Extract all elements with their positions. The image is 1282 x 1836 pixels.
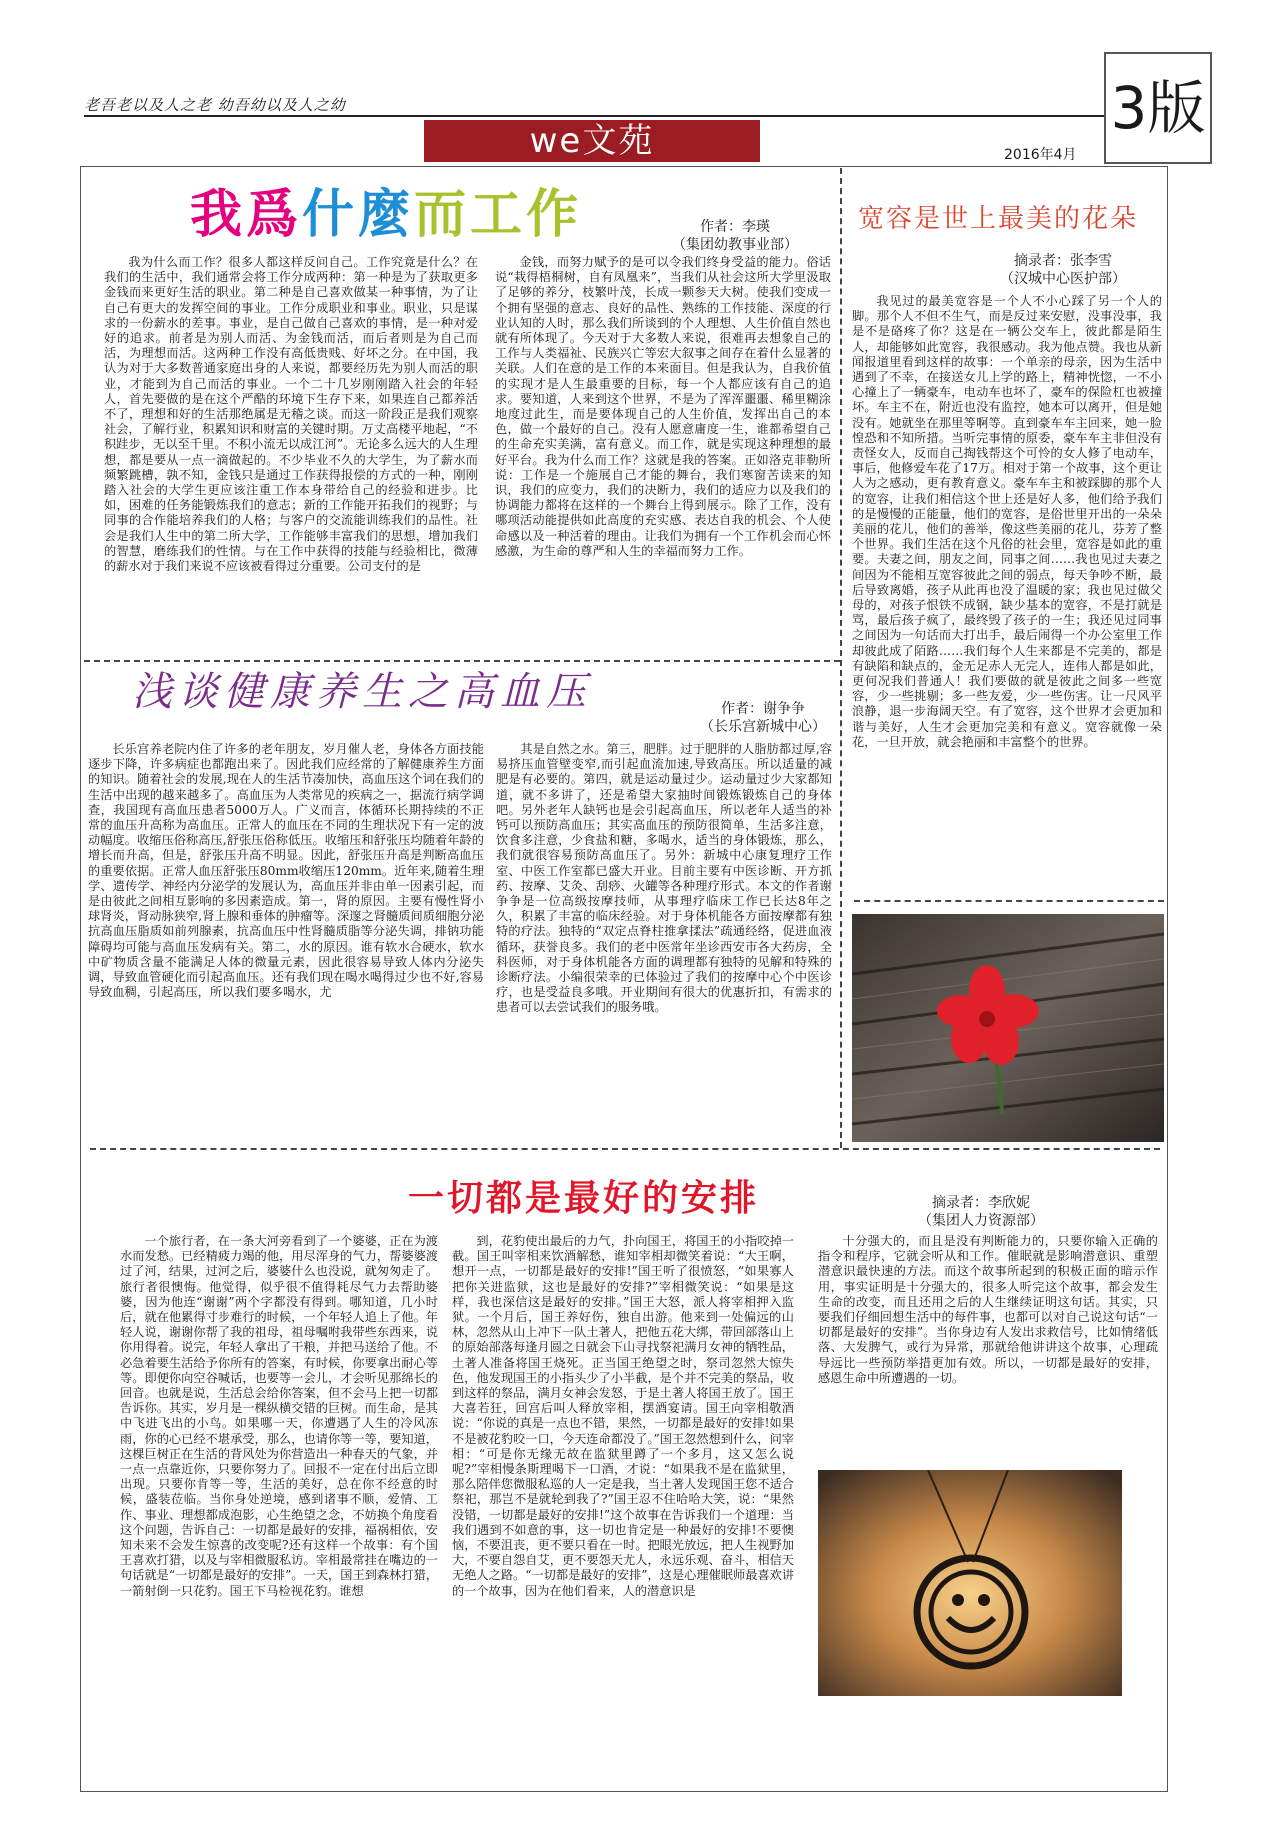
section-divider	[854, 900, 1164, 902]
article-byline	[918, 1194, 1044, 1230]
article-text: 长乐宫养老院内住了许多的老年朋友，岁月催人老，身体各方面技能逐步下降，许多病症也都跑出来了。因此我们应经常的了解健康养生方面的知识。随着社会的发展,现在人的生活节凑加快，高血压这个词在我们的生活中出现的越来越多了。高血压为人类常见的疾病之一，据流行病学调查，我国现有高血压患者5000万人。广义而言，体循环长期持续的不正常的血压升高称为高血压。正常人的血压在不同的生理状况下有一定的波动幅度。收缩压俗称高压,舒张压俗称低压。收缩压和舒张压均随着年龄的增长而升高，但是，舒张压升高不明显。因此，舒张压升高是判断高血压的重要依据。正常人血压舒张压80mm收缩压120mm。近年来,随着生理学、遗传学、神经内分泌学的发展认为，高血压并非由单一因素引起，而是由彼此之间相互影响的多因素造成。第一，肾的原因。主要有慢性肾小球肾炎，肾动脉狭窄,肾上腺和垂体的肿瘤等。深邃之肾髓质间质细胞分泌抗高血压脂质如前列腺素，抗高血压中性肾髓质脂等分泌失调，排钠功能障碍均可能与高血压发病有关。第二，水的原因。谁有软水合硬水，软水中矿物质含量不能满足人体的微量元素，因此很容易导致人体内分泌失调，导致血管硬化而引起高血压。还有我们现在喝水喝得过少也不好,容易导致血稠，引起高压，所以我们要多喝水，尤	[88, 742, 484, 1000]
article-column	[452, 1234, 794, 1784]
smiley-pendant-photo	[818, 1470, 1122, 1696]
article-column	[120, 1234, 438, 1784]
byline-author: 作者：谢争争	[721, 701, 805, 717]
article-text: 金钱，而努力赋予的是可以令我们终身受益的能力。俗话说“栽得梧桐树，自有凤凰来”，当我们从社会这所大学里汲取了足够的养分，枝繁叶茂，长成一颗参天大树。使我们变成一个拥有坚强的意志、良好的品性、熟练的工作技能、深度的行业认知的人时，那么我们所谈到的个人理想、人生价值自然也就有所体现了。今天对于大多数人来说，很难再去想象自己的工作与人类福祉、民族兴亡等宏大叙事之间存在着什么显著的关联。人们在意的是工作的本来面目。但是我认为，自我价值的实现才是人生最重要的目标，每一个人都应该有自己的追求。要知道，人来到这个世界，不是为了浑浑噩噩、稀里糊涂地度过此生，而是要体现自己的人生价值，发挥出自己的本色，做一个最好的自己。没有人愿意庸度一生，谁都希望自己的生命充实美满，富有意义。而工作，就是实现这种理想的最好平台。我为什么而工作？这就是我的答案。正如洛克菲勒所说：工作是一个施展自己才能的舞台，我们寒窗苦读来的知识，我们的应变力，我们的决断力，我们的适应力以及我们的协调能力都将在这样的一个舞台上得到展示。除了工作，没有哪项活动能提供如此高度的充实感、表达自我的机会、个人使命感以及一种活着的理由。让我们为拥有一个工作机会而心怀感激，为生命的尊严和人生的幸福而努力工作。	[495, 255, 831, 558]
byline-unit: （集团人力资源部）	[918, 1213, 1044, 1229]
byline-unit: （集团幼教事业部）	[672, 237, 798, 253]
article-byline	[700, 700, 826, 736]
section-divider	[90, 1148, 1160, 1150]
section-title: we文苑	[424, 120, 760, 162]
title-part: 什麼	[302, 185, 415, 245]
title-part: 我爲	[190, 185, 303, 245]
article-column	[818, 1234, 1158, 1462]
article-column	[88, 742, 484, 1142]
byline-author: 作者：李瑛	[700, 219, 770, 235]
article-title: 一切都是最好的安排	[408, 1178, 760, 1219]
article-column	[495, 255, 831, 653]
title-part: 而工作	[414, 185, 583, 245]
article-byline	[1000, 252, 1126, 288]
issue-date: 2016年4月	[1004, 147, 1077, 163]
byline-author: 摘录者：李欣妮	[932, 1195, 1030, 1211]
article-title	[190, 172, 582, 247]
motto: 老吾老以及人之老 幼吾幼以及人之幼	[84, 96, 346, 114]
article-text: 十分强大的，而且是没有判断能力的，只要你输入正确的指令和程序，它就会听从和工作。催眠就是影响潜意识、重塑潜意识最快速的方法。而这个故事所起到的积极正面的暗示作用，事实证明是十分强大的，很多人听完这个故事，都会发生生命的改变，而且还用之后的人生继续证明这句话。其实，只要我们仔细回想生活中的每件事，也都可以对自己说这句话“一切都是最好的安排”。当你身边有人发出求救信号，比如情绪低落、大发脾气，或行为异常，那就给他讲讲这个故事，心理疏导远比一些预防举措更加有效。所以，一切都是最好的安排，感恩生命中所遭遇的一切。	[818, 1234, 1158, 1385]
article-title: 宽容是世上最美的花朵	[858, 204, 1139, 234]
column-divider	[840, 168, 842, 1148]
article-text: 我为什么而工作？很多人都这样反问自己。工作究竟是什么？在我们的生活中，我们通常会将工作分成两种：第一种是为了获取更多金钱而来更好生活的职业。第二种是自己喜欢做某一种事情，为了让自己有更大的发挥空间的事业。工作分成职业和事业。职业，只是谋求的一份薪水的差事。事业，是自己做自己喜欢的事情，是一种对爱好的追求。前者是为别人而活、为金钱而活，而后者则是为自己而活，为理想而活。这两种工作没有高低贵贱、好坏之分。在中国，我认为对于大多数普通家庭出身的人来说，都要经历先为别人而活的职业，才能到为自己而活的事业。一个二十几岁刚刚踏入社会的年轻人，首先要做的是在这个严酷的环境下生存下来，如果连自己都养活不了，理想和好的生活那绝属是无稽之谈。而这一阶段正是我们观察社会，了解行业，积累知识和财富的关键时期。万丈高楼平地起，“不积跬步，无以至千里。不积小流无以成江河”。无论多么远大的人生理想，都是要从一点一滴做起的。不少毕业不久的大学生，为了薪水而频繁跳槽，孰不知，金钱只是通过工作获得报偿的方式的一种，刚刚踏入社会的大学生更应该注重工作本身带给自己的经验和进步。比如，困难的任务能锻炼我们的意志；新的工作能开拓我们的视野；与同事的合作能培养我们的人格；与客户的交流能训练我们的品性。社会是我们人生中的第二所大学，工作能够丰富我们的思想，增加我们的智慧，磨练我们的性情。与在工作中获得的技能与经验相比，微薄的薪水对于我们来说不应该被看得过分重要。公司支付的是	[104, 255, 478, 574]
article-text: 到，花豹使出最后的力气，扑向国王，将国王的小指咬掉一截。国王叫宰相来饮酒解愁，谁知宰相却微笑着说：“大王啊，想开一点，一切都是最好的安排!”国王听了很愤怒，“如果寡人把你关进监狱，这也是最好的安排?”宰相微笑说：“如果是这样，我也深信这是最好的安排。”国王大怒，派人将宰相押入监狱。一个月后，国王养好伤，独自出游。他来到一处偏远的山林，忽然从山上冲下一队土著人，把他五花大绑，带回部落山上的原始部落每逢月圆之日就会下山寻找祭祀满月女神的牺牲品，土著人准备将国王烧死。正当国王绝望之时，祭司忽然大惊失色，他发现国王的小指头少了小半截，是个并不完美的祭品，收到这样的祭品，满月女神会发怒，于是土著人将国王放了。国王大喜若狂，回宫后叫人释放宰相，摆酒宴请。国王向宰相敬酒说：“你说的真是一点也不错，果然，一切都是最好的安排!如果不是被花豹咬一口，今天连命都没了。”国王忽然想到什么，问宰相：“可是你无缘无故在监狱里蹲了一个多月，这又怎么说呢?”宰相慢条斯理喝下一口酒，才说：“如果我不是在监狱里，那么陪伴您微服私巡的人一定是我，当土著人发现国王您不适合祭祀，那岂不是就轮到我了?”国王忍不住哈哈大笑，说：“果然没错，一切都是最好的安排!”这个故事在告诉我们一个道理：当我们遇到不如意的事，这一切也肯定是一种最好的安排!不要懊恼，不要沮丧，更不要只看在一时。把眼光放远，把人生视野加大，不要自怨自艾，更不要怨天尤人，永远乐观、奋斗，相信天无绝人之路。“一切都是最好的安排”，这是心理催眠师最喜欢讲的一个故事，因为在他们看来，人的潜意识是	[452, 1234, 794, 1598]
article-byline	[672, 218, 798, 254]
article-text: 我见过的最美宽容是一个人不小心踩了另一个人的脚。那个人不但不生气，而是反过来安慰，没事没事，我是不是硌疼了你？这是在一辆公交车上，彼此都是陌生人，却能够如此宽容，我很感动。我为他点赞。我也从新闻报道里看到这样的故事：一个单亲的母亲，因为生活中遇到了不幸，在接送女儿上学的路上，精神恍惚，一不小心撞上了一辆豪车，电动车也坏了，豪车的保险杠也被撞坏。车主不在，附近也没有监控，她本可以离开，但是她没有。她就坐在那里等啊等。直到豪车车主回来，她一脸惶恐和不知所措。当听完事情的原委，豪车车主非但没有责怪女人，反而自己掏钱帮这个可怜的女人修了电动车，事后，他修爱车花了17万。相对于第一个故事，这个更让人为之感动，更有教育意义。豪车车主和被踩脚的那个人的宽容，让我们相信这个世上还是好人多，他们给予我们的是慢慢的正能量，他们的宽容，是俗世里开出的一朵朵美丽的花儿，他们的善举，像这些美丽的花儿，芬芳了整个世界。我们生活在这个凡俗的社会里，宽容是如此的重要。夫妻之间，朋友之间，同事之间……我也见过夫妻之间因为不能相互宽容彼此之间的弱点，每天争吵不断，最后导致离婚，孩子从此再也没了温暖的家；我也见过做父母的，对孩子恨铁不成钢，缺少基本的宽容，不是打就是骂，最后孩子疯了，最终毁了孩子的一生；我还见过同事之间因为一句话而大打出手，最后闹得一个办公室里工作却彼此成了陌路……我们每个人生来都是不完美的，都是有缺陷和缺点的，金无足赤人无完人，连伟人都是如此，更何况我们普通人！我们要做的就是彼此之间多一些宽容，少一些挑剔；多一些友爱，少一些伤害。让一尺风平浪静，退一步海阔天空。有了宽容，这个世界才会更加和谐与美好，人生才会更加完美和有意义。宽容就像一朵花，一旦开放，就会艳丽和丰富整个的世界。	[852, 294, 1162, 749]
header-rule	[84, 115, 1104, 117]
red-flower-photo	[852, 914, 1164, 1142]
article-text: 一个旅行者，在一条大河旁看到了一个婆婆，正在为渡水而发愁。已经精疲力竭的他，用尽浑身的气力，帮婆婆渡过了河，结果，过河之后，婆婆什么也没说，就匆匆走了。旅行者很懊悔。他觉得，似乎很不值得耗尽气力去帮助婆婆，因为他连“谢谢”两个字都没有得到。哪知道，几小时后，就在他累得寸步难行的时候，一个年轻人追上了他。年轻人说，谢谢你帮了我的祖母，祖母嘱咐我带些东西来，说你用得着。说完，年轻人拿出了干粮，并把马送给了他。不必急着要生活给予你所有的答案，有时候，你要拿出耐心等等。即便你向空谷喊话，也要等一会儿，才会听见那绵长的回音。也就是说，生活总会给你答案，但不会马上把一切都告诉你。其实，岁月是一棵纵横交错的巨树。而生命，是其中飞进飞出的小鸟。如果哪一天，你遭遇了人生的冷风冻雨，你的心已经不堪承受，那么，也请你等一等，要知道，这棵巨树正在生活的背风处为你营造出一种春天的气象，并一点一点靠近你，只要你努力了。回报不一定在付出后立即出现。只要你肯等一等，生活的美好，总在你不经意的时候，盛装莅临。当你身处逆境，感到诸事不顺，爱情、工作、事业、理想都成泡影，心生绝望之念，不妨换个角度看这个问题，告诉自己：一切都是最好的安排，福祸相依，安知未来不会发生惊喜的改变呢?还有这样一个故事：有个国王喜欢打猎，以及与宰相微服私访。宰相最常挂在嘴边的一句话就是“一切都是最好的安排”。一天，国王到森林打猎，一箭射倒一只花豹。国王下马检视花豹。谁想	[120, 1234, 438, 1598]
article-title: 浅谈健康养生之高血压	[132, 669, 592, 715]
byline-author: 摘录者：张李雪	[1014, 253, 1112, 269]
byline-unit: （汉城中心医护部）	[1000, 271, 1126, 287]
article-column	[104, 255, 478, 653]
article-column	[496, 742, 832, 1142]
page-number: 3版	[1104, 52, 1212, 164]
article-text: 其是自然之水。第三，肥胖。过于肥胖的人脂肪都过厚,容易挤压血管壁变窄,而引起血流加速,导致高压。所以适量的减肥是有必要的。第四，就是运动量过少。运动量过少大家都知道，就不多讲了，还是希望大家抽时间锻炼锻炼自己的身体吧。另外老年人缺钙也是会引起高血压，所以老年人适当的补钙可以预防高血压；其实高血压的预防很简单，生活多注意，饮食多注意，少食盐和糖，多喝水，适当的身体锻炼，那么，我们就很容易预防高血压了。另外：新城中心康复理疗工作室、中医工作室都已盛大开业。目前主要有中医诊断、开方抓药、按摩、艾灸、刮痧、火罐等各种理疗形式。本文的作者谢争争是一位高级按摩技师，从事理疗临床工作已长达8年之久，积累了丰富的临床经验。对于身体机能各方面按摩都有独特的疗法。独特的“双定点脊柱推拿揉法”疏通经络，促进血液循环，获誉良多。我们的老中医常年坐诊西安市各大药房，全科医师，对于身体机能各方面的调理都有独特的见解和特殊的诊断疗法。小编很荣幸的已体验过了我们的按摩中心个中医诊疗，也是受益良多哦。开业期间有很大的优惠折扣，有需求的患者可以去尝试我们的服务哦。	[496, 742, 832, 1015]
article-column	[852, 294, 1162, 890]
byline-unit: （长乐宫新城中心）	[700, 719, 826, 735]
